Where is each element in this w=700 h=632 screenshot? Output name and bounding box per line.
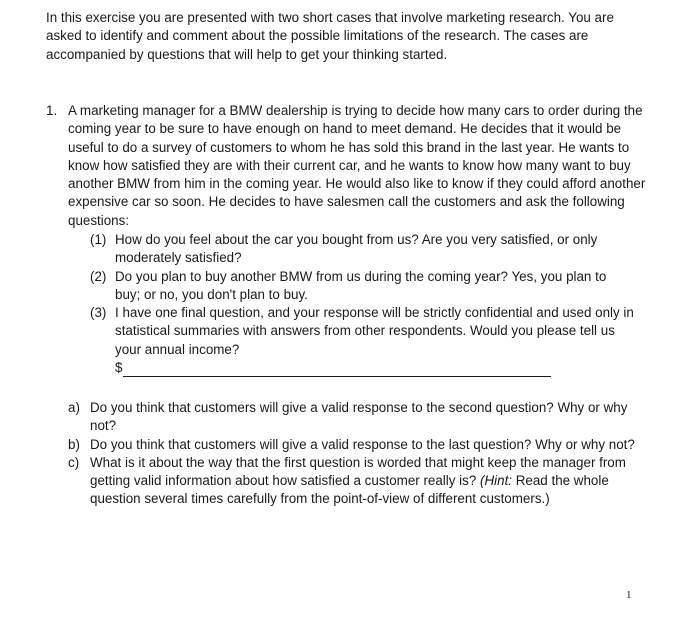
discussion-question	[68, 436, 635, 454]
discussion-questions	[68, 399, 635, 509]
question-text: What is it about the way that the first question is worded that might keep the manager from getting valid information about how satisfied a customer really is?	[90, 454, 626, 489]
question-text: Do you plan to buy another BMW from us during the coming year? Yes, you plan to buy; or no, you don't plan to buy.	[115, 268, 607, 302]
question-number: (2)	[90, 268, 107, 284]
hint-text: Read the whole question several times carefully from the point-of-view of different customers.)	[90, 473, 609, 507]
question-letter: c)	[68, 454, 80, 470]
question-number: (1)	[90, 232, 107, 247]
case-text: A marketing manager for a BMW dealership is trying to decide how many cars to order during the coming year to be sure to have enough on hand to meet demand. He decides that it would be useful to do a survey of customers to whom he has sold this brand in the last year. He wants to know how satisfied they are with their current car, and he wants to know how many want to buy another BMW from him in the coming year. He would also like to know if they could afford another expensive car so soon. He decides to have salesmen call the customers and ask the following questions:	[68, 103, 646, 228]
question-text: Do you think that customers will give a valid response to the last question? Why or why not?	[90, 436, 635, 452]
discussion-question	[68, 454, 635, 509]
survey-questions	[90, 231, 635, 377]
question-text: I have one final question, and your response will be strictly confidential and used only in statistical summaries with answers from other respondents. Would you please tell us your annual income?	[115, 305, 634, 357]
answer-blank	[123, 363, 551, 377]
question-text: Do you think that customers will give a valid response to the second question? Why or why not?	[90, 400, 628, 434]
question-number: (3)	[90, 305, 107, 321]
survey-question	[90, 231, 635, 268]
answer-prefix: $	[115, 360, 123, 376]
case-number: 1.	[46, 103, 58, 118]
hint-label: (Hint:	[480, 473, 513, 489]
question-text: How do you feel about the car you bought from us? Are you very satisfied, or only moderately satisfied?	[115, 232, 598, 266]
discussion-question	[68, 399, 635, 436]
question-letter: a)	[68, 400, 80, 415]
income-answer-line	[115, 359, 635, 377]
page-number: 1	[626, 589, 632, 601]
intro-paragraph: In this exercise you are presented with two short cases that involve marketing research. You are asked to identify and comment about the possible limitations of the research. The cases are accompanied by questions that will help to get your thinking started.	[46, 10, 614, 62]
question-letter: b)	[68, 436, 80, 452]
survey-question	[90, 304, 635, 377]
survey-question	[90, 268, 635, 305]
